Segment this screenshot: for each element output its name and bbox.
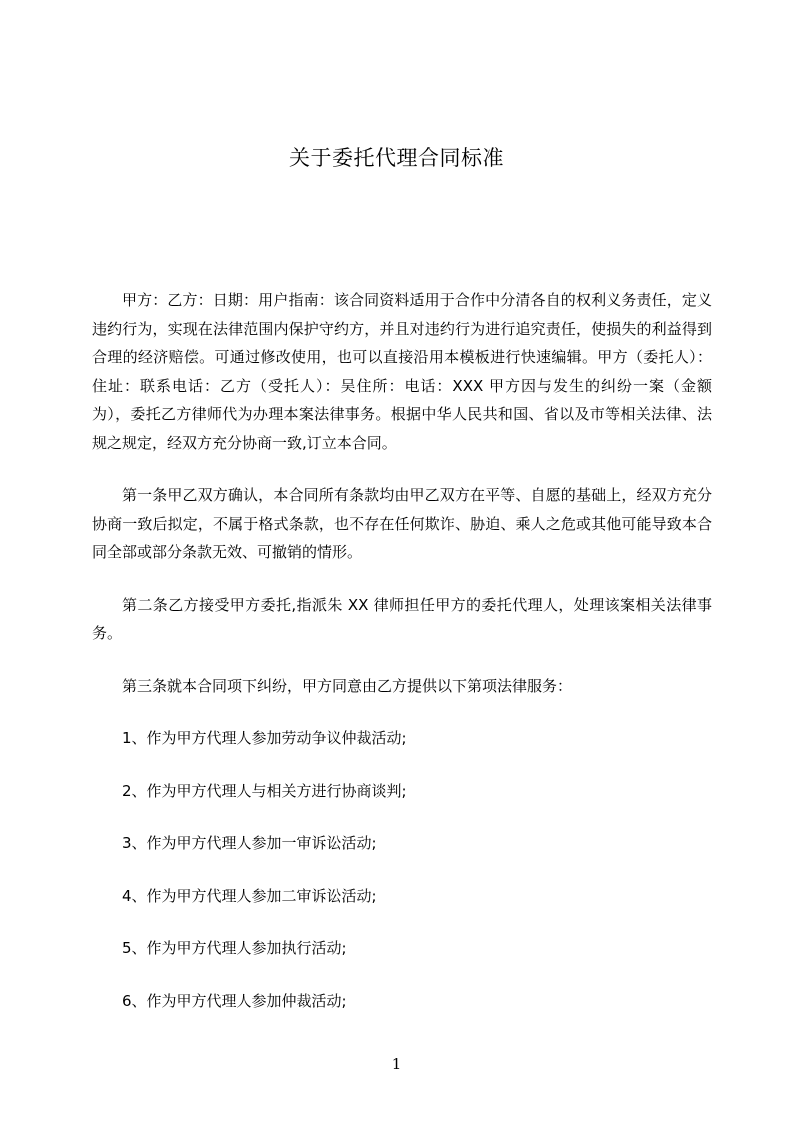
- intro-paragraph: 甲方：乙方：日期：用户指南：该合同资料适用于合作中分清各自的权利义务责任，定义违约行为，实现在法律范围内保护守约方，并且对违约行为进行追究责任，使损失的利益得到合理的经济赔偿。可通过修改使用，也可以直接沿用本模板进行快速编辑。甲方（委托人）：住址：联系电话：乙方（受托人）：吴住所：电话：XXX 甲方因与发生的纠纷一案（金额为），委托乙方律师代为办理本案法律事务。根据中华人民共和国、省以及市等相关法律、法规之规定，经双方充分协商一致,订立本合同。: [92, 291, 712, 452]
- article-3-paragraph: 第三条就本合同项下纠纷，甲方同意由乙方提供以下第项法律服务：: [122, 676, 573, 695]
- service-item: 6、作为甲方代理人参加仲裁活动;: [122, 991, 347, 1010]
- article-2-paragraph: 第二条乙方接受甲方委托,指派朱 XX 律师担任甲方的委托代理人，处理该案相关法律事务。: [92, 595, 712, 642]
- service-item: 4、作为甲方代理人参加二审诉讼活动;: [122, 886, 377, 905]
- service-item: 2、作为甲方代理人与相关方进行协商谈判;: [122, 781, 407, 800]
- service-item: 5、作为甲方代理人参加执行活动;: [122, 939, 347, 957]
- document-title: 关于委托代理合同标准: [289, 146, 504, 170]
- service-item: 1、作为甲方代理人参加劳动争议仲裁活动;: [122, 729, 407, 747]
- page-number: 1: [391, 1055, 402, 1073]
- article-1-paragraph: 第一条甲乙双方确认，本合同所有条款均由甲乙双方在平等、自愿的基础上，经双方充分协商一致后拟定，不属于格式条款，也不存在任何欺诈、胁迫、乘人之危或其他可能导致本合同全部或部分条款无效、可撤销的情形。: [92, 486, 712, 561]
- document-body: [92, 286, 712, 1015]
- service-item: 3、作为甲方代理人参加一审诉讼活动;: [122, 834, 377, 852]
